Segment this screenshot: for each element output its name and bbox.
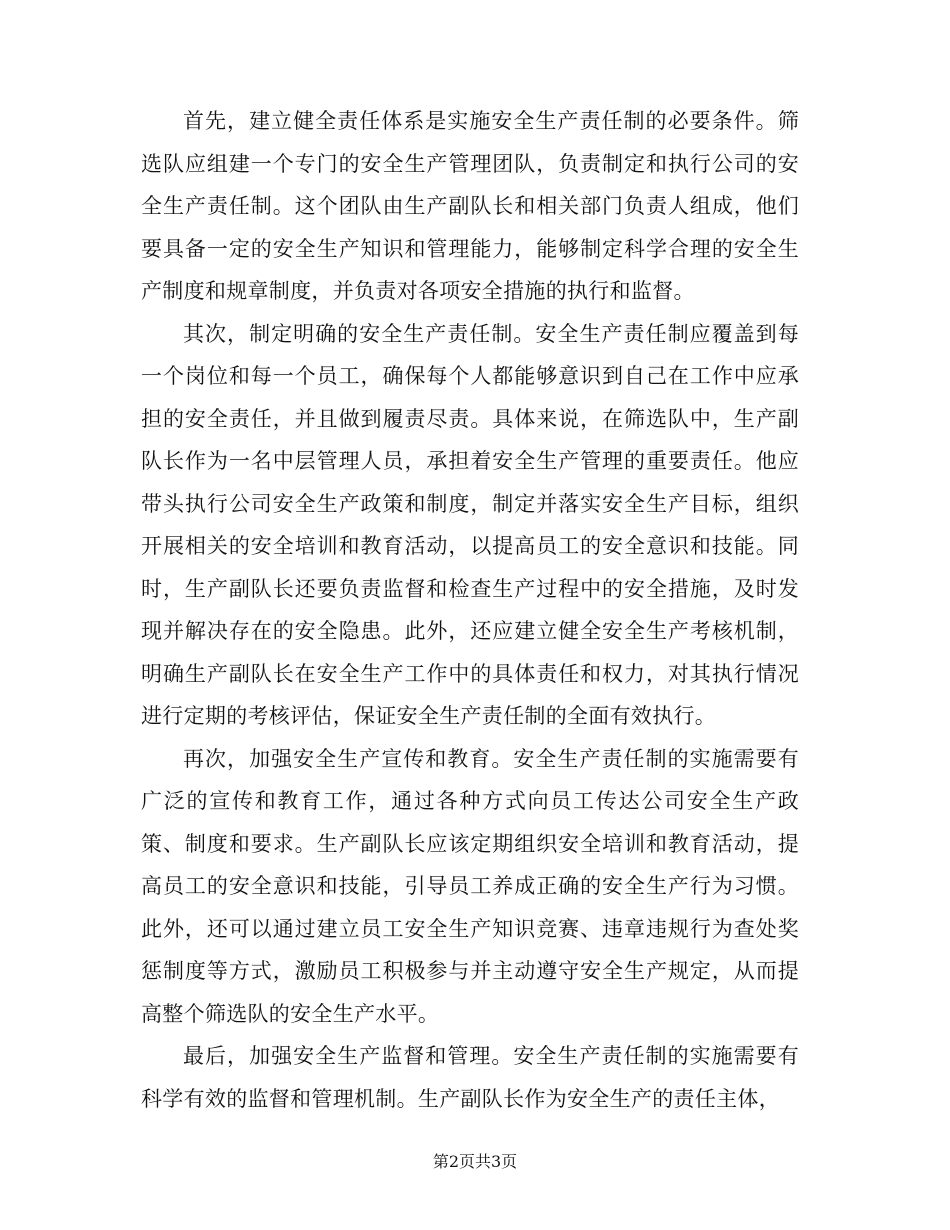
paragraph-1: 首先，建立健全责任体系是实施安全生产责任制的必要条件。筛选队应组建一个专门的安全生产管理团队，负责制定和执行公司的安全生产责任制。这个团队由生产副队长和相关部门负责人组成，他们要具备一定的安全生产知识和管理能力，能够制定科学合理的安全生产制度和规章制度，并负责对各项安全措施的执行和监督。 [141, 109, 799, 303]
paragraph-3: 再次，加强安全生产宣传和教育。安全生产责任制的实施需要有广泛的宣传和教育工作，通过各种方式向员工传达公司安全生产政策、制度和要求。生产副队长应该定期组织安全培训和教育活动，提高员工的安全意识和技能，引导员工养成正确的安全生产行为习惯。此外，还可以通过建立员工安全生产知识竞赛、违章违规行为查处奖惩制度等方式，激励员工积极参与并主动遵守安全生产规定，从而提高整个筛选队的安全生产水平。 [141, 746, 799, 1026]
paragraph-4: 最后，加强安全生产监督和管理。安全生产责任制的实施需要有科学有效的监督和管理机制。生产副队长作为安全生产的责任主体， [141, 1044, 799, 1111]
page-number-footer: 第2页共3页 [432, 1152, 518, 1171]
paragraph-2: 其次，制定明确的安全生产责任制。安全生产责任制应覆盖到每一个岗位和每一个员工，确保每个人都能够意识到自己在工作中应承担的安全责任，并且做到履责尽责。具体来说，在筛选队中，生产副队长作为一名中层管理人员，承担着安全生产管理的重要责任。他应带头执行公司安全生产政策和制度，制定并落实安全生产目标，组织开展相关的安全培训和教育活动，以提高员工的安全意识和技能。同时，生产副队长还要负责监督和检查生产过程中的安全措施，及时发现并解决存在的安全隐患。此外，还应建立健全安全生产考核机制，明确生产副队长在安全生产工作中的具体责任和权力，对其执行情况进行定期的考核评估，保证安全生产责任制的全面有效执行。 [141, 321, 799, 728]
document-body [141, 100, 799, 1120]
